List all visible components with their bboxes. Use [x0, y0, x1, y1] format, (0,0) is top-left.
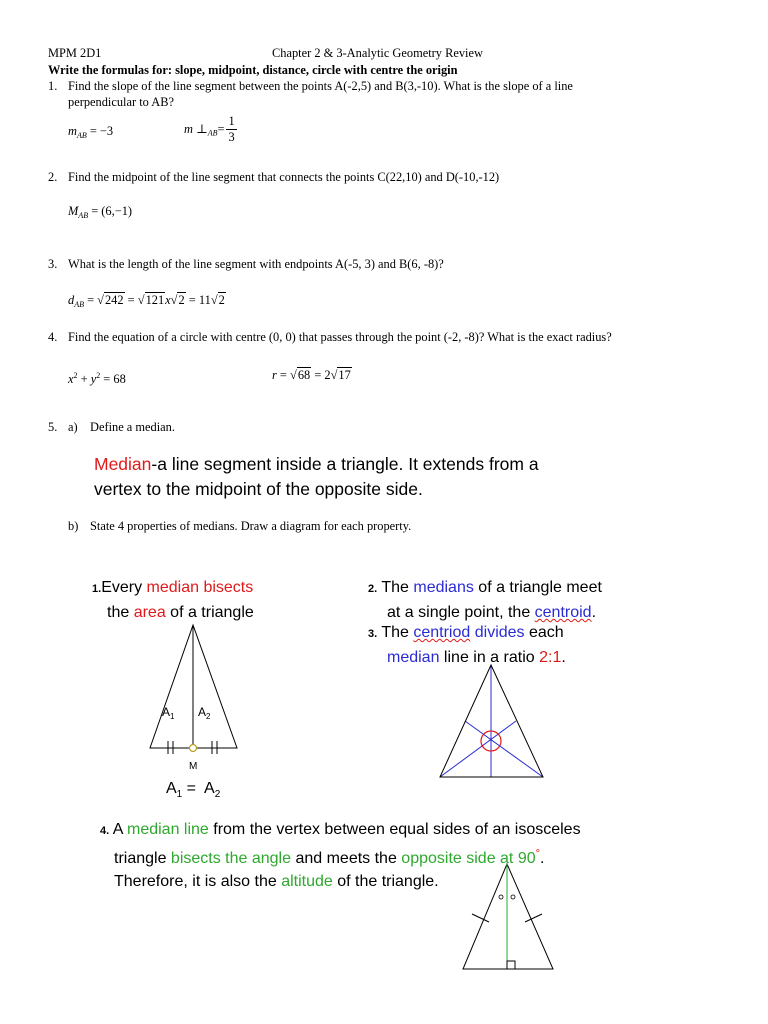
- midpoint-label: M: [189, 761, 198, 772]
- area-label-a2: $A_2$: [198, 705, 211, 721]
- q1-text-line1: Find the slope of the line segment between the points A(-2,5) and B(3,-10). What is the slope of a line: [68, 79, 573, 93]
- tick-left-side: [472, 914, 489, 922]
- q2-answer: $M_{AB} = (6,-1)$: [68, 204, 133, 220]
- q1-number: 1.: [48, 79, 58, 93]
- q1-answer-slope: $m_{AB} = -3$: [68, 124, 114, 140]
- q2-number: 2.: [48, 170, 58, 184]
- property-2-text: 2. The medians of a triangle meet at a single point, the centroid.: [368, 579, 602, 621]
- q3-text: What is the length of the line segment with endpoints A(-5, 3) and B(6, -8)?: [68, 257, 444, 271]
- centroid-diagram: [432, 660, 552, 786]
- q5a-label: a): [68, 420, 78, 434]
- property-3-text: 3. The centriod divides each median line in a ratio 2:1.: [368, 624, 566, 666]
- q4-answer-radius: r = √68 = 2√17: [272, 368, 351, 382]
- q5b-label: b): [68, 519, 79, 533]
- tick-right-side: [525, 914, 542, 922]
- q3-number: 3.: [48, 257, 58, 271]
- q2-text: Find the midpoint of the line segment that connects the points C(22,10) and D(-10,-12): [68, 170, 500, 184]
- perp-fraction: $\frac{1}{3}$: [228, 114, 235, 144]
- q4-number: 4.: [48, 330, 58, 344]
- q1-text-line2: perpendicular to AB?: [68, 95, 174, 109]
- q5b-text: State 4 properties of medians. Draw a diagram for each property.: [90, 519, 412, 533]
- q4-text: Find the equation of a circle with centre (0, 0) that passes through the point (-2, -8)? What is the exact radius?: [68, 330, 612, 344]
- area-label-a1: $A_1$: [162, 705, 175, 721]
- angle-mark-right: [511, 895, 515, 899]
- median-word: Median: [94, 454, 152, 474]
- q5a-text: Define a median.: [90, 420, 175, 434]
- property-4-text: 4. A median line from the vertex between equal sides of an isosceles triangle bisects the angle and meets the opposite side at 90°. Therefore, it is also the altitude of the triangle.: [100, 821, 581, 890]
- q4-answer-equation: $x^2 + y^2 = 68$: [68, 371, 126, 386]
- course-code: MPM 2D1: [48, 46, 102, 60]
- q3-answer: $d_{AB} = √242 = √121x√2 = 11√2$: [68, 293, 225, 309]
- formulas-instruction: Write the formulas for: slope, midpoint, distance, circle with centre the origin: [48, 63, 458, 77]
- median-definition: Median-a line segment inside a triangle. It extends from a vertex to the midpoint of the opposite side.: [94, 454, 539, 499]
- page-title: Chapter 2 & 3-Analytic Geometry Review: [272, 46, 483, 60]
- angle-mark-left: [499, 895, 503, 899]
- property-1-text: 1.Every median bisects the area of a triangle: [92, 579, 254, 621]
- q1-answer-perpendicular: m $\perp_{AB}=$ $\frac{1}{3}$: [184, 114, 235, 144]
- midpoint-dot: [190, 745, 197, 752]
- property-1-diagram: [140, 620, 250, 780]
- right-angle-mark: [507, 961, 515, 969]
- q5-number: 5.: [48, 420, 58, 434]
- area-equation: $A_1 = A_2$: [166, 780, 221, 800]
- isosceles-diagram: [455, 860, 565, 975]
